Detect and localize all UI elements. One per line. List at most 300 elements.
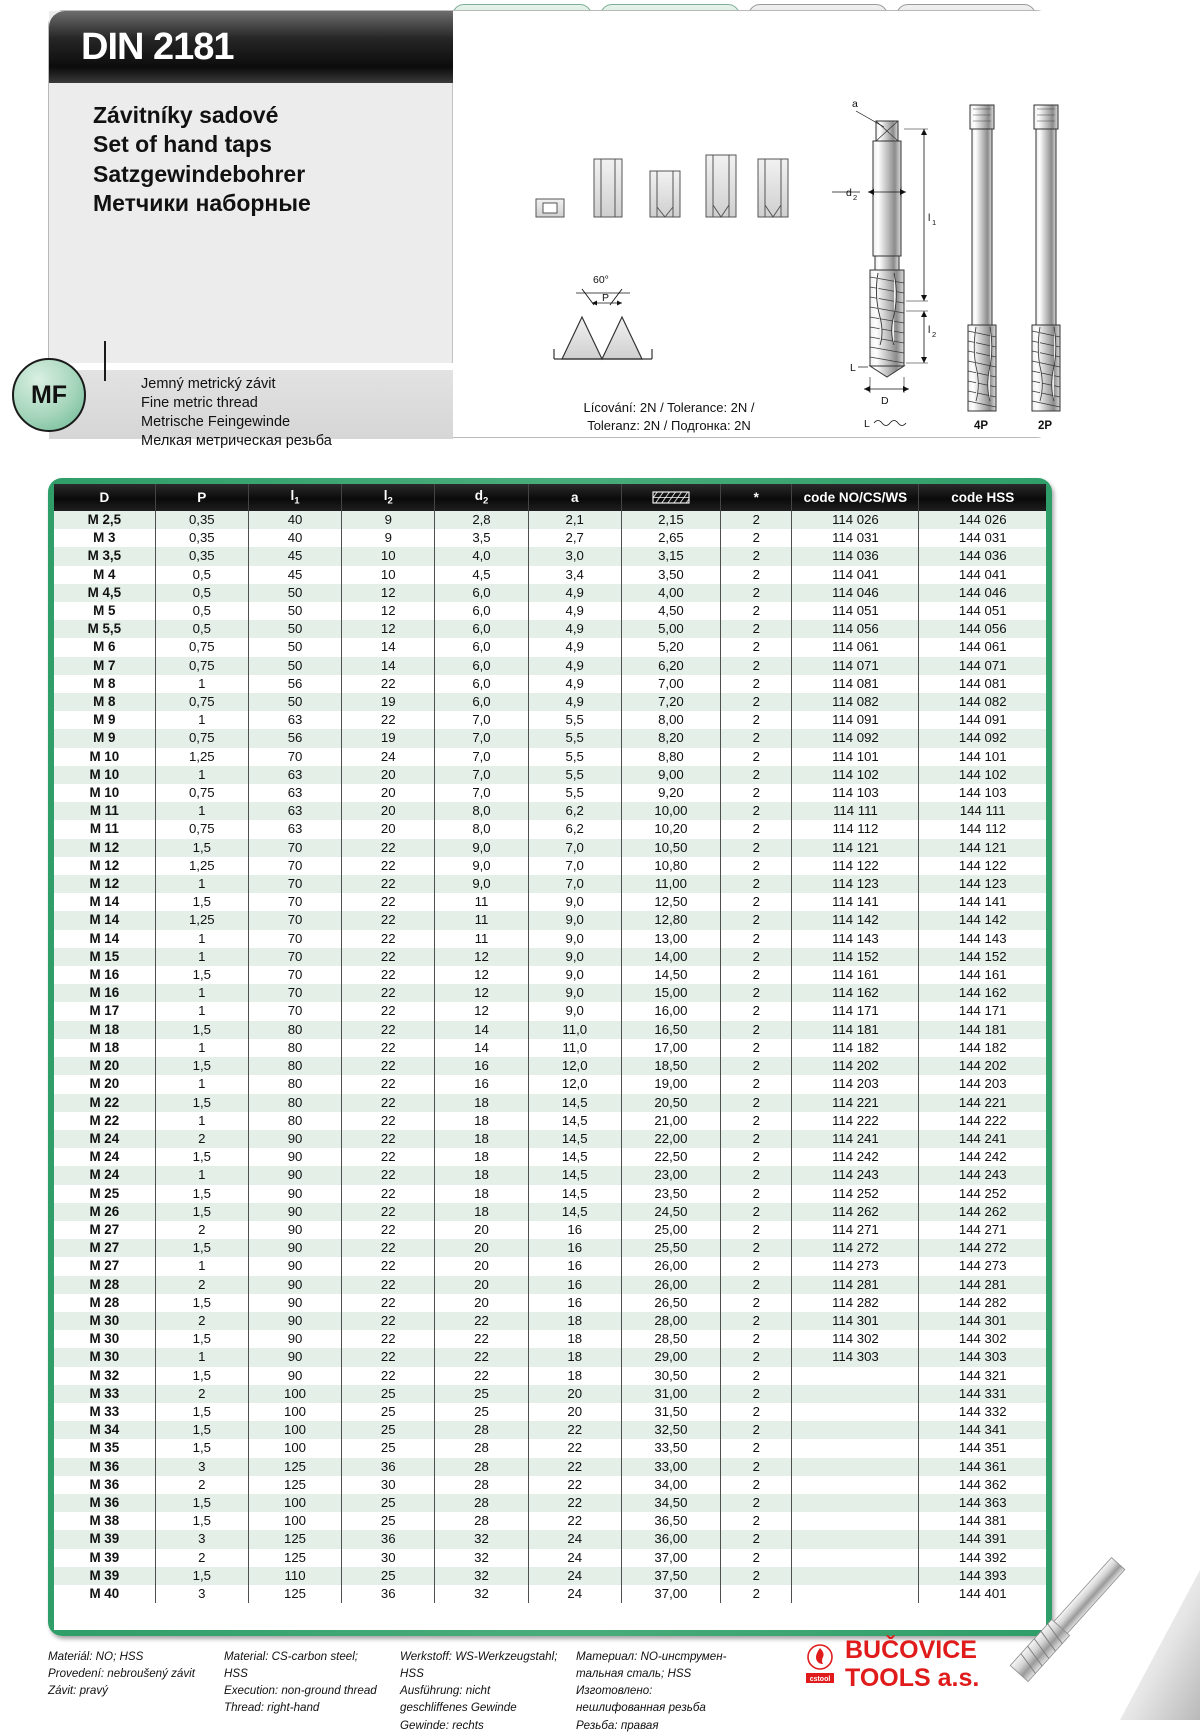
cell-code_hss: 144 301 <box>919 1312 1046 1330</box>
cell-code_nocsws: 114 061 <box>792 638 919 656</box>
cell-code_nocsws: 114 241 <box>792 1130 919 1148</box>
table-row <box>54 1002 1046 1020</box>
cell-d2: 7,0 <box>435 748 528 766</box>
cell-code_nocsws: 114 031 <box>792 529 919 547</box>
cell-P: 2 <box>155 1385 248 1403</box>
cell-a: 5,5 <box>528 729 621 747</box>
cell-a: 18 <box>528 1312 621 1330</box>
cell-code_hss: 144 092 <box>919 729 1046 747</box>
cell-code_nocsws: 114 301 <box>792 1312 919 1330</box>
cell-a: 18 <box>528 1367 621 1385</box>
cell-code_hss: 144 331 <box>919 1385 1046 1403</box>
cell-code_hss: 144 241 <box>919 1130 1046 1148</box>
cell-code_hss: 144 182 <box>919 1039 1046 1057</box>
table-row <box>54 911 1046 929</box>
cell-hatch: 28,50 <box>621 1330 720 1348</box>
table-row <box>54 1021 1046 1039</box>
cell-l1: 90 <box>248 1257 341 1275</box>
cell-a: 14,5 <box>528 1094 621 1112</box>
cell-P: 1 <box>155 1166 248 1184</box>
cell-star: 2 <box>721 529 792 547</box>
cell-l1: 70 <box>248 893 341 911</box>
cell-P: 0,35 <box>155 529 248 547</box>
cell-star: 2 <box>721 566 792 584</box>
cell-a: 9,0 <box>528 893 621 911</box>
cell-code_nocsws: 114 222 <box>792 1112 919 1130</box>
cell-P: 1,5 <box>155 1494 248 1512</box>
col-header-P: P <box>155 484 248 511</box>
footer-de-line-2: HSS <box>400 1667 424 1681</box>
cell-star: 2 <box>721 1276 792 1294</box>
cell-P: 1,5 <box>155 1094 248 1112</box>
cell-hatch: 33,50 <box>621 1439 720 1457</box>
cell-a: 3,0 <box>528 547 621 565</box>
cell-a: 22 <box>528 1512 621 1530</box>
cell-code_nocsws: 114 302 <box>792 1330 919 1348</box>
cell-D: M 39 <box>54 1549 155 1567</box>
cell-hatch: 3,50 <box>621 566 720 584</box>
cell-code_nocsws: 114 112 <box>792 820 919 838</box>
cell-l2: 9 <box>342 511 435 529</box>
cell-l2: 22 <box>342 1039 435 1057</box>
table-row <box>54 1439 1046 1457</box>
cell-hatch: 17,00 <box>621 1039 720 1057</box>
cell-D: M 9 <box>54 711 155 729</box>
table-row <box>54 1458 1046 1476</box>
cell-star: 2 <box>721 1294 792 1312</box>
table-row <box>54 693 1046 711</box>
cell-l1: 90 <box>248 1294 341 1312</box>
cell-l2: 22 <box>342 1348 435 1366</box>
cell-hatch: 16,00 <box>621 1002 720 1020</box>
cell-hatch: 2,65 <box>621 529 720 547</box>
table-row <box>54 1057 1046 1075</box>
table-header <box>54 484 1046 511</box>
cell-D: M 14 <box>54 893 155 911</box>
cell-d2: 20 <box>435 1294 528 1312</box>
table-row <box>54 1403 1046 1421</box>
table-row <box>54 820 1046 838</box>
cell-hatch: 23,00 <box>621 1166 720 1184</box>
cell-a: 24 <box>528 1549 621 1567</box>
cell-P: 0,35 <box>155 547 248 565</box>
cell-l2: 22 <box>342 857 435 875</box>
company-logo <box>803 1638 979 1691</box>
cell-hatch: 10,20 <box>621 820 720 838</box>
table-row <box>54 1203 1046 1221</box>
cell-l2: 22 <box>342 675 435 693</box>
cell-code_nocsws: 114 091 <box>792 711 919 729</box>
cell-code_nocsws: 114 221 <box>792 1094 919 1112</box>
title-cs: Závitníky sadové <box>93 102 279 128</box>
cell-d2: 25 <box>435 1403 528 1421</box>
cell-hatch: 21,00 <box>621 1112 720 1130</box>
flame-hand-icon <box>803 1643 837 1687</box>
cell-l2: 14 <box>342 638 435 656</box>
cell-D: M 15 <box>54 948 155 966</box>
cell-a: 14,5 <box>528 1148 621 1166</box>
cell-code_hss: 144 031 <box>919 529 1046 547</box>
cell-code_nocsws: 114 036 <box>792 547 919 565</box>
cell-P: 1 <box>155 948 248 966</box>
cell-star: 2 <box>721 839 792 857</box>
cell-D: M 33 <box>54 1403 155 1421</box>
cell-star: 2 <box>721 1239 792 1257</box>
cell-P: 1,5 <box>155 1021 248 1039</box>
cell-P: 0,75 <box>155 784 248 802</box>
cell-a: 14,5 <box>528 1130 621 1148</box>
cell-star: 2 <box>721 748 792 766</box>
cell-l2: 22 <box>342 948 435 966</box>
cell-star: 2 <box>721 1385 792 1403</box>
cell-l2: 22 <box>342 911 435 929</box>
cell-star: 2 <box>721 802 792 820</box>
cell-code_nocsws <box>792 1512 919 1530</box>
table-row <box>54 1257 1046 1275</box>
cell-star: 2 <box>721 675 792 693</box>
footer-ru-line-1: Материал: NO-инструмен- <box>576 1650 727 1663</box>
cell-P: 1 <box>155 766 248 784</box>
cell-l1: 90 <box>248 1367 341 1385</box>
cell-star: 2 <box>721 893 792 911</box>
cell-hatch: 23,50 <box>621 1185 720 1203</box>
cell-code_hss: 144 362 <box>919 1476 1046 1494</box>
table-row <box>54 875 1046 893</box>
technical-drawing <box>454 11 1053 439</box>
cell-l1: 70 <box>248 839 341 857</box>
cell-l2: 22 <box>342 875 435 893</box>
cell-a: 24 <box>528 1567 621 1585</box>
table-row <box>54 1239 1046 1257</box>
table-row <box>54 1185 1046 1203</box>
cell-l1: 90 <box>248 1185 341 1203</box>
footer-col-de <box>400 1648 576 1734</box>
cell-P: 1,5 <box>155 1294 248 1312</box>
cell-code_hss: 144 271 <box>919 1221 1046 1239</box>
cell-d2: 11 <box>435 893 528 911</box>
cell-hatch: 8,80 <box>621 748 720 766</box>
cell-code_nocsws: 114 161 <box>792 966 919 984</box>
cell-star: 2 <box>721 547 792 565</box>
cell-hatch: 34,50 <box>621 1494 720 1512</box>
cell-a: 4,9 <box>528 602 621 620</box>
footer-col-cs <box>48 1648 224 1734</box>
cell-l1: 80 <box>248 1075 341 1093</box>
cell-code_nocsws: 114 162 <box>792 984 919 1002</box>
cell-d2: 4,5 <box>435 566 528 584</box>
cell-code_nocsws: 114 272 <box>792 1239 919 1257</box>
cell-code_hss: 144 056 <box>919 620 1046 638</box>
cell-l1: 45 <box>248 547 341 565</box>
tolerance-note <box>524 399 814 436</box>
cell-D: M 4,5 <box>54 584 155 602</box>
cell-D: M 12 <box>54 857 155 875</box>
cell-hatch: 25,00 <box>621 1221 720 1239</box>
cell-D: M 22 <box>54 1112 155 1130</box>
cell-d2: 18 <box>435 1203 528 1221</box>
cell-star: 2 <box>721 1403 792 1421</box>
cell-star: 2 <box>721 766 792 784</box>
cell-l1: 63 <box>248 820 341 838</box>
cell-D: M 3 <box>54 529 155 547</box>
table-row <box>54 1112 1046 1130</box>
table-row <box>54 1512 1046 1530</box>
cell-code_hss: 144 243 <box>919 1166 1046 1184</box>
cell-l2: 25 <box>342 1403 435 1421</box>
cell-a: 9,0 <box>528 930 621 948</box>
table-body <box>54 511 1046 1603</box>
cell-D: M 22 <box>54 1094 155 1112</box>
svg-text:L: L <box>850 362 856 374</box>
cell-D: M 7 <box>54 657 155 675</box>
cell-P: 0,35 <box>155 511 248 529</box>
cell-P: 1,5 <box>155 1330 248 1348</box>
cell-l2: 36 <box>342 1458 435 1476</box>
svg-text:60°: 60° <box>593 274 609 286</box>
svg-text:1: 1 <box>932 218 937 227</box>
cell-code_hss: 144 381 <box>919 1512 1046 1530</box>
cell-hatch: 30,50 <box>621 1367 720 1385</box>
cell-D: M 12 <box>54 839 155 857</box>
col-header-a: a <box>528 484 621 511</box>
header-left-column <box>49 11 453 450</box>
cell-hatch: 7,20 <box>621 693 720 711</box>
cell-P: 1 <box>155 802 248 820</box>
cell-code_hss: 144 082 <box>919 693 1046 711</box>
cell-a: 5,5 <box>528 748 621 766</box>
cell-star: 2 <box>721 1257 792 1275</box>
cell-a: 22 <box>528 1476 621 1494</box>
cell-l1: 70 <box>248 984 341 1002</box>
cell-code_hss: 144 303 <box>919 1348 1046 1366</box>
cell-star: 2 <box>721 1476 792 1494</box>
cell-P: 1 <box>155 1075 248 1093</box>
cell-code_nocsws <box>792 1385 919 1403</box>
cell-a: 5,5 <box>528 784 621 802</box>
cell-code_nocsws <box>792 1439 919 1457</box>
cell-D: M 27 <box>54 1221 155 1239</box>
cell-P: 1 <box>155 930 248 948</box>
cell-l1: 100 <box>248 1403 341 1421</box>
cell-l2: 22 <box>342 1276 435 1294</box>
cell-a: 22 <box>528 1494 621 1512</box>
cell-l1: 70 <box>248 948 341 966</box>
cell-code_hss: 144 361 <box>919 1458 1046 1476</box>
cell-hatch: 2,15 <box>621 511 720 529</box>
table-row <box>54 784 1046 802</box>
cell-star: 2 <box>721 1312 792 1330</box>
table-row <box>54 729 1046 747</box>
cell-l1: 70 <box>248 966 341 984</box>
cell-D: M 10 <box>54 784 155 802</box>
cell-code_hss: 144 071 <box>919 657 1046 675</box>
cell-l2: 22 <box>342 930 435 948</box>
cell-code_nocsws: 114 102 <box>792 766 919 784</box>
cell-d2: 7,0 <box>435 784 528 802</box>
cell-l1: 90 <box>248 1276 341 1294</box>
cell-code_hss: 144 143 <box>919 930 1046 948</box>
table-row <box>54 857 1046 875</box>
cell-hatch: 20,50 <box>621 1094 720 1112</box>
cell-l2: 22 <box>342 1021 435 1039</box>
cell-star: 2 <box>721 875 792 893</box>
cell-l2: 25 <box>342 1512 435 1530</box>
cell-d2: 16 <box>435 1075 528 1093</box>
table-row <box>54 1585 1046 1603</box>
cell-P: 1 <box>155 711 248 729</box>
table-row <box>54 1385 1046 1403</box>
cell-D: M 30 <box>54 1330 155 1348</box>
tap-4p-illustration <box>968 105 996 432</box>
cell-D: M 24 <box>54 1166 155 1184</box>
cell-l1: 90 <box>248 1239 341 1257</box>
cell-D: M 36 <box>54 1494 155 1512</box>
col-header-l2: $l_2$ <box>342 484 435 511</box>
cell-d2: 18 <box>435 1112 528 1130</box>
cell-l1: 100 <box>248 1512 341 1530</box>
cell-l1: 90 <box>248 1166 341 1184</box>
cell-P: 0,5 <box>155 566 248 584</box>
cell-a: 16 <box>528 1257 621 1275</box>
cell-code_nocsws: 114 092 <box>792 729 919 747</box>
cell-a: 4,9 <box>528 584 621 602</box>
svg-text:2P: 2P <box>1038 420 1053 432</box>
cell-code_nocsws: 114 303 <box>792 1348 919 1366</box>
cell-a: 4,9 <box>528 675 621 693</box>
cell-l1: 70 <box>248 911 341 929</box>
cell-D: M 6 <box>54 638 155 656</box>
cell-l1: 50 <box>248 602 341 620</box>
cell-D: M 28 <box>54 1294 155 1312</box>
cell-D: M 18 <box>54 1021 155 1039</box>
cell-d2: 11 <box>435 911 528 929</box>
cell-l2: 30 <box>342 1549 435 1567</box>
cell-a: 24 <box>528 1530 621 1548</box>
cell-a: 2,1 <box>528 511 621 529</box>
cell-l2: 24 <box>342 748 435 766</box>
table-row <box>54 1549 1046 1567</box>
table-row <box>54 1130 1046 1148</box>
table-row <box>54 893 1046 911</box>
table-row <box>54 930 1046 948</box>
cell-code_hss: 144 061 <box>919 638 1046 656</box>
cell-l2: 20 <box>342 802 435 820</box>
cell-hatch: 37,00 <box>621 1549 720 1567</box>
cell-star: 2 <box>721 966 792 984</box>
table-row <box>54 1421 1046 1439</box>
cell-l2: 25 <box>342 1567 435 1585</box>
cell-D: M 32 <box>54 1367 155 1385</box>
footer-de-line-1: Werkstoff: WS-Werkzeugstahl; <box>400 1650 558 1663</box>
cell-d2: 4,0 <box>435 547 528 565</box>
cell-a: 4,9 <box>528 657 621 675</box>
cell-code_hss: 144 026 <box>919 511 1046 529</box>
cell-l1: 70 <box>248 748 341 766</box>
cell-code_hss: 144 036 <box>919 547 1046 565</box>
cell-l1: 90 <box>248 1348 341 1366</box>
cell-D: M 36 <box>54 1476 155 1494</box>
cell-star: 2 <box>721 930 792 948</box>
cell-star: 2 <box>721 1057 792 1075</box>
logo-line-2: TOOLS a.s. <box>845 1664 980 1692</box>
cell-a: 9,0 <box>528 966 621 984</box>
cell-P: 1,5 <box>155 893 248 911</box>
cell-a: 5,5 <box>528 711 621 729</box>
cell-hatch: 4,50 <box>621 602 720 620</box>
cell-l2: 36 <box>342 1585 435 1603</box>
cell-P: 1 <box>155 984 248 1002</box>
col-header-star: * <box>721 484 792 511</box>
footer-ru-line-4: нешлифованная резьба <box>576 1701 706 1715</box>
cell-l1: 70 <box>248 875 341 893</box>
cell-l1: 50 <box>248 693 341 711</box>
cell-P: 2 <box>155 1130 248 1148</box>
cell-a: 9,0 <box>528 984 621 1002</box>
cell-a: 14,5 <box>528 1166 621 1184</box>
cell-l2: 20 <box>342 766 435 784</box>
cell-code_nocsws: 114 203 <box>792 1075 919 1093</box>
cell-a: 14,5 <box>528 1203 621 1221</box>
cell-star: 2 <box>721 1075 792 1093</box>
cell-a: 16 <box>528 1276 621 1294</box>
cell-P: 1 <box>155 1002 248 1020</box>
cell-d2: 18 <box>435 1148 528 1166</box>
cell-code_nocsws: 114 082 <box>792 693 919 711</box>
cell-P: 1,25 <box>155 748 248 766</box>
cell-a: 22 <box>528 1439 621 1457</box>
cell-l2: 25 <box>342 1439 435 1457</box>
logo-mark-icon <box>803 1643 837 1687</box>
col-header-code-hss: code HSS <box>919 484 1046 511</box>
cell-a: 22 <box>528 1421 621 1439</box>
cell-hatch: 36,50 <box>621 1512 720 1530</box>
cell-l2: 22 <box>342 1112 435 1130</box>
cell-code_hss: 144 142 <box>919 911 1046 929</box>
cell-P: 1,5 <box>155 1239 248 1257</box>
cell-D: M 38 <box>54 1512 155 1530</box>
cell-code_hss: 144 101 <box>919 748 1046 766</box>
page-corner-tool-photo <box>980 1420 1200 1720</box>
cell-d2: 22 <box>435 1330 528 1348</box>
cell-d2: 20 <box>435 1221 528 1239</box>
cell-D: M 33 <box>54 1385 155 1403</box>
cell-star: 2 <box>721 1166 792 1184</box>
cell-code_hss: 144 162 <box>919 984 1046 1002</box>
cell-code_hss: 144 222 <box>919 1112 1046 1130</box>
cell-code_nocsws <box>792 1403 919 1421</box>
header-panel <box>48 10 1053 450</box>
cell-a: 20 <box>528 1385 621 1403</box>
cell-l1: 70 <box>248 1002 341 1020</box>
cell-code_hss: 144 141 <box>919 893 1046 911</box>
table-row <box>54 766 1046 784</box>
cell-code_nocsws: 114 081 <box>792 675 919 693</box>
cell-a: 5,5 <box>528 766 621 784</box>
cell-d2: 3,5 <box>435 529 528 547</box>
cell-D: M 9 <box>54 729 155 747</box>
table-row <box>54 675 1046 693</box>
cell-d2: 20 <box>435 1257 528 1275</box>
logo-line-1: BUČOVICE <box>845 1636 977 1664</box>
footer-de-line-5: Gewinde: rechts <box>400 1718 484 1732</box>
cell-hatch: 10,50 <box>621 839 720 857</box>
cell-l2: 22 <box>342 1312 435 1330</box>
col-header-code-nocsws: code NO/CS/WS <box>792 484 919 511</box>
cell-hatch: 3,15 <box>621 547 720 565</box>
svg-text:4P: 4P <box>974 420 989 432</box>
cell-code_hss: 144 391 <box>919 1530 1046 1548</box>
cell-code_nocsws: 114 143 <box>792 930 919 948</box>
